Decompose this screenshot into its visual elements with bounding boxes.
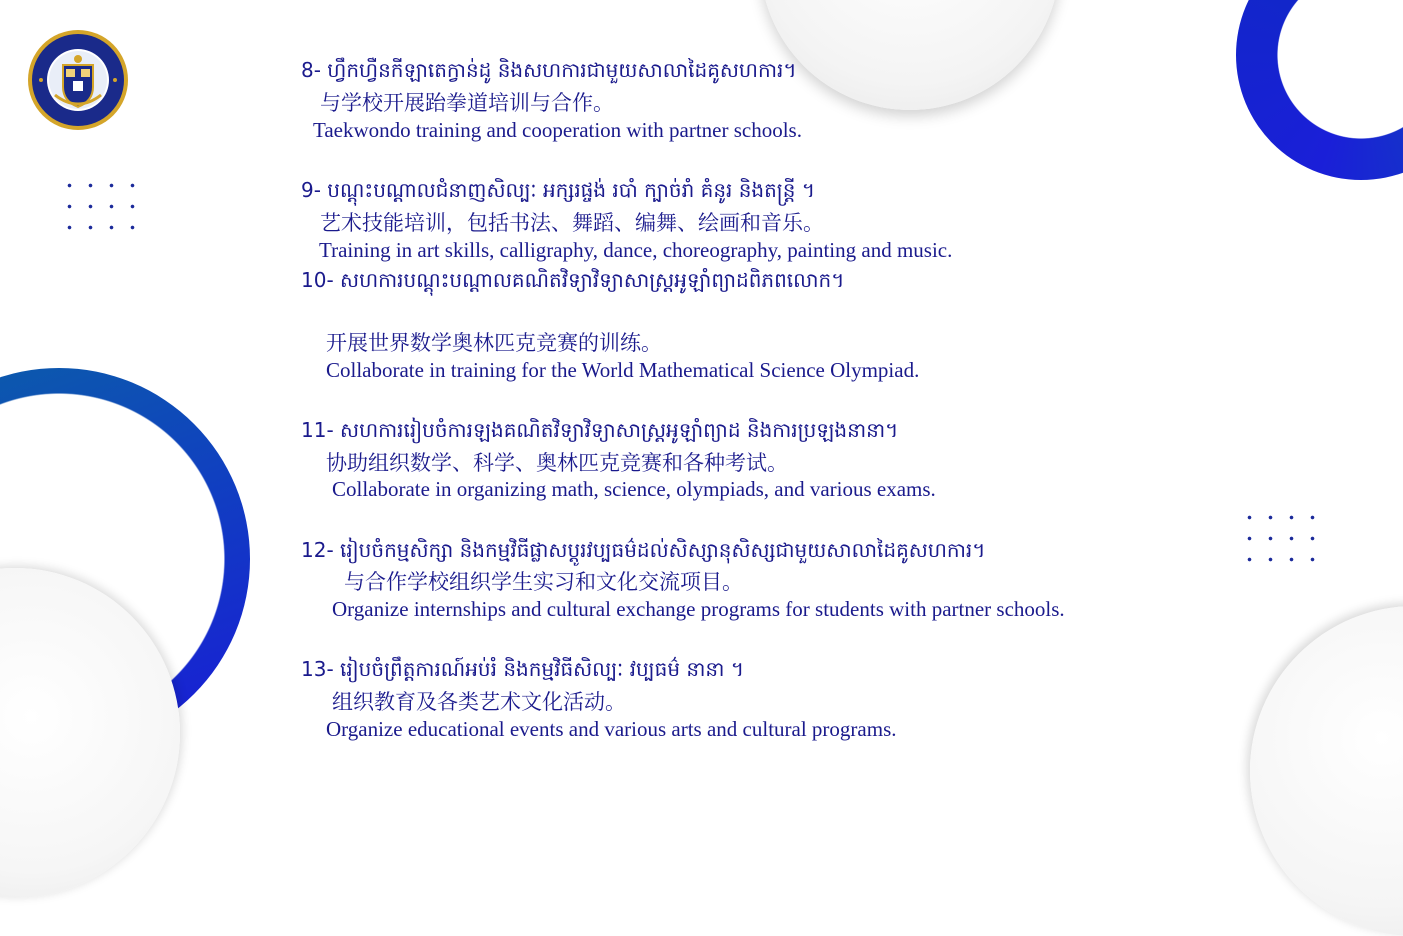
item-13-khmer: 13- រៀបចំព្រឹត្តការណ៍អប់រំ និងកម្មវិធីសិល្បៈ វប្បធម៌ នានា ។ xyxy=(301,657,745,681)
decorative-dot-grid-right xyxy=(1239,507,1323,570)
item-9-english: Training in art skills, calligraphy, dance, choreography, painting and music. xyxy=(319,238,953,262)
item-13-english: Organize educational events and various arts and cultural programs. xyxy=(326,717,897,741)
item-10-english: Collaborate in training for the World Mathematical Science Olympiad. xyxy=(326,358,920,382)
item-9-khmer: 9- បណ្ដុះបណ្ដាលជំនាញសិល្បៈ អក្សរផ្ចង់ របាំ ក្បាច់រាំ គំនូរ និងតន្ត្រី ។ xyxy=(301,178,816,202)
item-10-khmer: 10- សហការបណ្ដុះបណ្ដាលគណិតវិទ្យាវិទ្យាសាស្ត្រអូឡាំព្យាដពិភពលោក។ xyxy=(301,268,845,292)
item-10-chinese: 开展世界数学奥林匹克竞赛的训练。 xyxy=(326,331,662,355)
item-11-english: Collaborate in organizing math, science, olympiads, and various exams. xyxy=(332,477,936,501)
item-11-khmer: 11- សហការរៀបចំការឡងគណិតវិទ្យាវិទ្យាសាស្ត្រអូឡាំព្យាដ និងការប្រឡងនានា។ xyxy=(301,418,899,442)
decorative-circle-bottom-right xyxy=(1250,606,1403,936)
item-11-chinese: 协助组织数学、科学、奥林匹克竞赛和各种考试。 xyxy=(326,451,788,475)
school-crest-icon xyxy=(27,29,129,131)
item-12-khmer: 12- រៀបចំកម្មសិក្សា និងកម្មវិធីផ្លាសប្តូរវប្បធម៌ដល់សិស្សានុសិស្សជាមួយសាលាដៃគូសហការ។ xyxy=(301,538,986,562)
item-8-chinese: 与学校开展跆拳道培训与合作。 xyxy=(320,91,614,115)
decorative-circle-top xyxy=(760,0,1060,110)
decorative-ring-top-right xyxy=(1236,0,1403,180)
item-9-chinese: 艺术技能培训，包括书法、舞蹈、编舞、绘画和音乐。 xyxy=(320,211,824,235)
decorative-dot-grid-left xyxy=(59,175,143,238)
item-12-english: Organize internships and cultural exchange programs for students with partner schools. xyxy=(332,597,1065,621)
item-8-english: Taekwondo training and cooperation with partner schools. xyxy=(313,118,802,142)
item-13-chinese: 组织教育及各类艺术文化活动。 xyxy=(332,690,626,714)
item-12-chinese: 与合作学校组织学生实习和文化交流项目。 xyxy=(344,570,743,594)
item-8-khmer: 8- ហ្វឹកហ្វឺនកីឡាតេក្វាន់ដូ និងសហការជាមួយសាលាដៃគូសហការ។ xyxy=(301,58,797,82)
